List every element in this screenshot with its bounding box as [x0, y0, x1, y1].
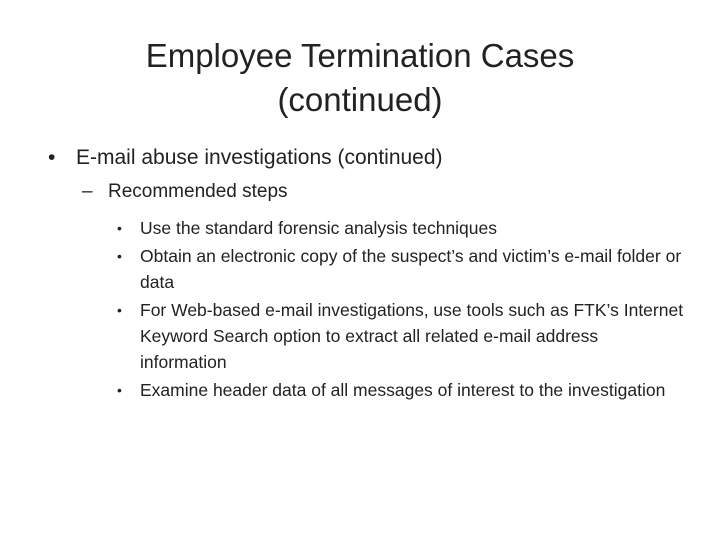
step-item: [117, 243, 687, 295]
bullet-level2: [82, 179, 288, 205]
slide-title-line2: (continued): [277, 81, 443, 118]
bullet-dot-icon: •: [117, 220, 122, 236]
step-text: For Web-based e-mail investigations, use tools such as FTK’s Internet Keyword Search option to extract all related e-mail address information: [140, 300, 684, 372]
bullet-level1: [48, 144, 443, 172]
bullet-dot-icon: •: [117, 382, 122, 398]
step-item: [117, 215, 687, 241]
step-text: Use the standard forensic analysis techniques: [140, 218, 498, 238]
step-item: [117, 297, 687, 375]
step-text: Obtain an electronic copy of the suspect’s and victim’s e-mail folder or data: [140, 246, 682, 292]
bullet-level1-text: E-mail abuse investigations (continued): [76, 146, 443, 169]
bullet-dash-icon: –: [82, 181, 93, 202]
slide-title-line1: Employee Termination Cases: [145, 37, 575, 74]
bullet-dot-icon: •: [117, 302, 122, 318]
bullet-dot-icon: •: [117, 248, 122, 264]
slide-title: [60, 34, 660, 122]
step-text: Examine header data of all messages of interest to the investigation: [140, 380, 666, 400]
steps-list: [117, 215, 687, 405]
bullet-level2-text: Recommended steps: [108, 181, 288, 202]
bullet-dot-icon: •: [48, 146, 56, 169]
step-item: [117, 377, 687, 403]
